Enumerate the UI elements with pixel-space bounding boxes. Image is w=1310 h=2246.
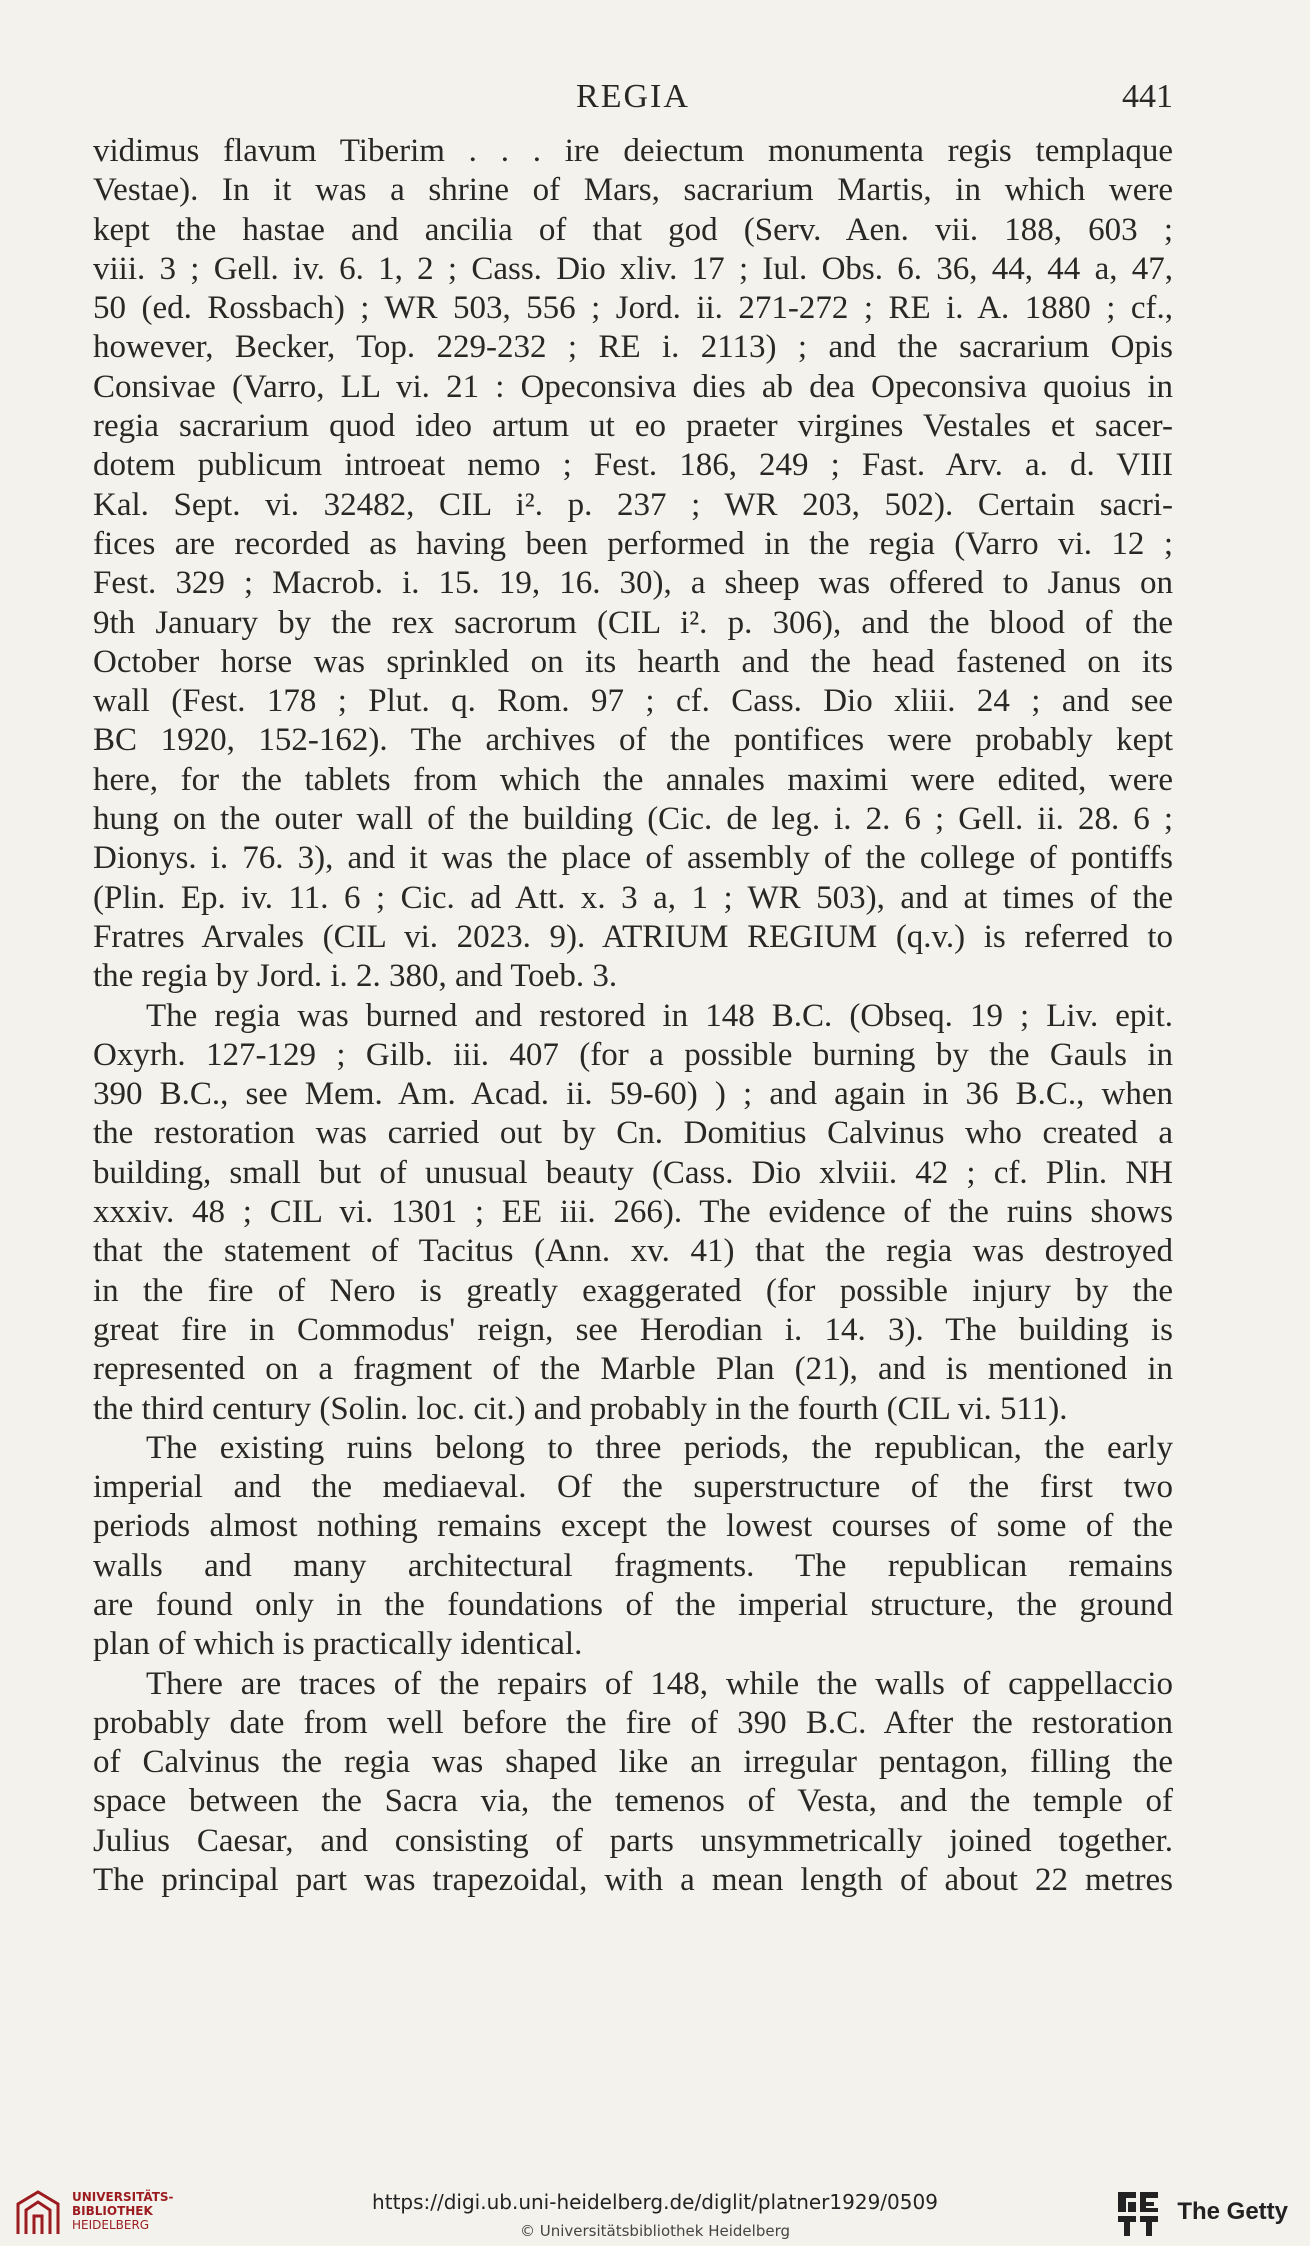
text-line: fices are recorded as having been performed in the regia (Varro vi. 12 ; bbox=[93, 525, 1173, 562]
source-url-link[interactable]: https://digi.ub.uni-heidelberg.de/diglit/platner1929/0509 bbox=[372, 2190, 938, 2214]
text-line: Dionys. i. 76. 3), and it was the place of assembly of the college of pontiffs bbox=[93, 840, 1173, 877]
text-line: October horse was sprinkled on its hearth and the head fastened on its bbox=[93, 643, 1173, 680]
text-line: 50 (ed. Rossbach) ; WR 503, 556 ; Jord. ii. 271-272 ; RE i. A. 1880 ; cf., bbox=[93, 290, 1173, 327]
text-line: BC 1920, 152-162). The archives of the pontifices were probably kept bbox=[93, 722, 1173, 759]
text-line: wall (Fest. 178 ; Plut. q. Rom. 97 ; cf. Cass. Dio xliii. 24 ; and see bbox=[93, 683, 1173, 720]
text-line: regia sacrarium quod ideo artum ut eo praeter virgines Vestales et sacer- bbox=[93, 408, 1173, 445]
text-line: however, Becker, Top. 229-232 ; RE i. 2113) ; and the sacrarium Opis bbox=[93, 329, 1173, 366]
text-line: imperial and the mediaeval. Of the superstructure of the first two bbox=[93, 1469, 1173, 1506]
text-line: xxxiv. 48 ; CIL vi. 1301 ; EE iii. 266). The evidence of the ruins shows bbox=[93, 1194, 1173, 1231]
text-line: hung on the outer wall of the building (Cic. de leg. i. 2. 6 ; Gell. ii. 28. 6 ; bbox=[93, 801, 1173, 838]
body-text bbox=[93, 132, 1173, 1900]
text-line: The existing ruins belong to three periods, the republican, the early bbox=[146, 1429, 1173, 1466]
text-line: in the fire of Nero is greatly exaggerated (for possible injury by the bbox=[93, 1272, 1173, 1309]
text-line: space between the Sacra via, the temenos of Vesta, and the temple of bbox=[93, 1783, 1173, 1820]
library-name-line: UNIVERSITÄTS- bbox=[72, 2190, 174, 2204]
text-line: Julius Caesar, and consisting of parts unsymmetrically joined together. bbox=[93, 1822, 1173, 1859]
text-line: the regia by Jord. i. 2. 380, and Toeb. 3. bbox=[93, 958, 618, 995]
text-line: viii. 3 ; Gell. iv. 6. 1, 2 ; Cass. Dio xliv. 17 ; Iul. Obs. 6. 36, 44, 44 a, 47, bbox=[93, 250, 1173, 287]
text-line: The principal part was trapezoidal, with a mean length of about 22 metres bbox=[93, 1862, 1173, 1899]
getty-logo-icon bbox=[1116, 2190, 1160, 2238]
text-line: represented on a fragment of the Marble Plan (21), and is mentioned in bbox=[93, 1351, 1173, 1388]
library-name-line: BIBLIOTHEK bbox=[72, 2204, 153, 2218]
page-number: 441 bbox=[1122, 78, 1173, 115]
text-line: the restoration was carried out by Cn. Domitius Calvinus who created a bbox=[93, 1115, 1173, 1152]
text-line: Oxyrh. 127-129 ; Gilb. iii. 407 (for a possible burning by the Gauls in bbox=[93, 1036, 1173, 1073]
text-line: are found only in the foundations of the imperial structure, the ground bbox=[93, 1586, 1173, 1623]
text-line: kept the hastae and ancilia of that god (Serv. Aen. vii. 188, 603 ; bbox=[93, 211, 1173, 248]
text-line: vidimus flavum Tiberim . . . ire deiectum monumenta regis templaque bbox=[93, 133, 1173, 169]
text-line: 9th January by the rex sacrorum (CIL i². p. 306), and the blood of the bbox=[93, 604, 1173, 641]
text-line: Fratres Arvales (CIL vi. 2023. 9). ATRIUM REGIUM (q.v.) is referred to bbox=[93, 918, 1173, 955]
copyright-notice: © Universitätsbibliothek Heidelberg bbox=[519, 2222, 790, 2240]
text-line: here, for the tablets from which the annales maximi were edited, were bbox=[93, 761, 1173, 798]
text-line: the third century (Solin. loc. cit.) and probably in the fourth (CIL vi. 511). bbox=[93, 1390, 1068, 1427]
running-title: REGIA bbox=[576, 78, 690, 115]
text-line: Consivae (Varro, LL vi. 21 : Opeconsiva dies ab dea Opeconsiva quoius in bbox=[93, 368, 1173, 405]
text-line: great fire in Commodus' reign, see Herodian i. 14. 3). The building is bbox=[93, 1311, 1173, 1348]
text-line: 390 B.C., see Mem. Am. Acad. ii. 59-60) ) ; and again in 36 B.C., when bbox=[93, 1076, 1173, 1113]
text-line: building, small but of unusual beauty (Cass. Dio xlviii. 42 ; cf. Plin. NH bbox=[93, 1154, 1173, 1191]
footer bbox=[0, 2184, 1310, 2246]
library-name-line: HEIDELBERG bbox=[72, 2218, 150, 2232]
text-line: plan of which is practically identical. bbox=[93, 1626, 583, 1663]
text-line: Vestae). In it was a shrine of Mars, sacrarium Martis, in which were bbox=[93, 172, 1173, 209]
text-line: walls and many architectural fragments. The republican remains bbox=[93, 1547, 1173, 1584]
text-line: The regia was burned and restored in 148 B.C. (Obseq. 19 ; Liv. epit. bbox=[146, 997, 1173, 1034]
text-line: Fest. 329 ; Macrob. i. 15. 19, 16. 30), a sheep was offered to Janus on bbox=[93, 565, 1173, 602]
text-line: (Plin. Ep. iv. 11. 6 ; Cic. ad Att. x. 3 a, 1 ; WR 503), and at times of the bbox=[93, 879, 1173, 916]
text-line: probably date from well before the fire of 390 B.C. After the restoration bbox=[93, 1704, 1173, 1741]
text-line: of Calvinus the regia was shaped like an irregular pentagon, filling the bbox=[93, 1744, 1173, 1781]
text-line: that the statement of Tacitus (Ann. xv. 41) that the regia was destroyed bbox=[93, 1233, 1173, 1270]
text-line: Kal. Sept. vi. 32482, CIL i². p. 237 ; WR 203, 502). Certain sacri- bbox=[93, 486, 1173, 523]
text-line: dotem publicum introeat nemo ; Fest. 186, 249 ; Fast. Arv. a. d. VIII bbox=[93, 447, 1173, 484]
page-header bbox=[93, 78, 1173, 128]
getty-name: The Getty bbox=[1177, 2198, 1288, 2225]
text-line: There are traces of the repairs of 148, while the walls of cappellaccio bbox=[146, 1665, 1173, 1702]
text-line: periods almost nothing remains except the lowest courses of some of the bbox=[93, 1508, 1173, 1545]
